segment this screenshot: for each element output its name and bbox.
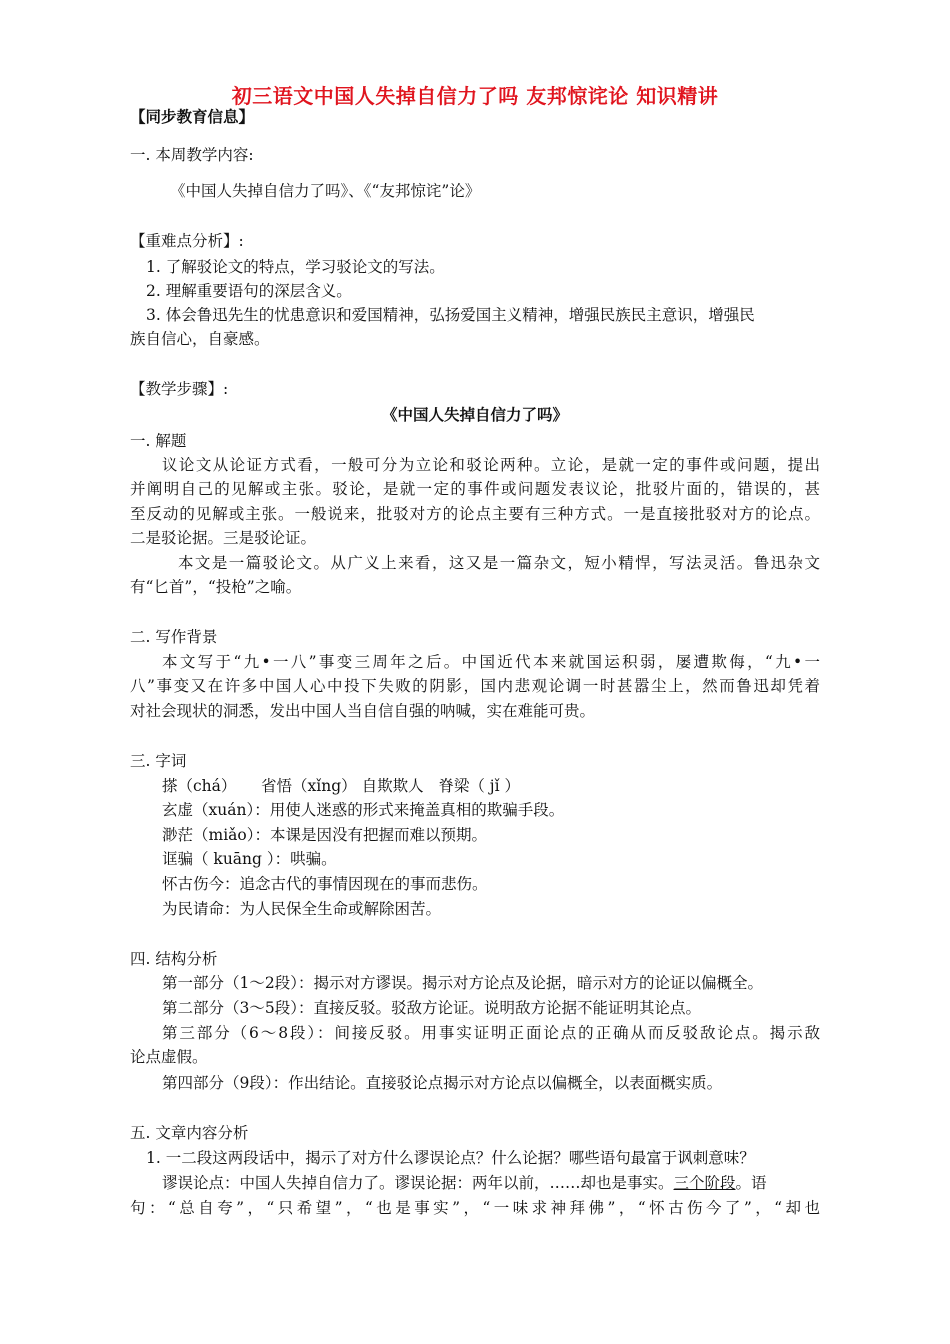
structure-line-2: 第二部分（3～5段）：直接反驳。驳敌方论证。说明敌方论据不能证明其论点。 xyxy=(162,999,701,1017)
key-point-3: 3. 体会鲁迅先生的忧患意识和爱国精神，弘扬爱国主义精神，增强民族民主意识，增强民 xyxy=(146,306,755,324)
answer-1-tail: 。语 xyxy=(735,1174,767,1192)
jieti-line-2: 并阐明自己的见解或主张。驳论，是就一定的事件或问题发表议论，批驳片面的，错误的，甚 xyxy=(130,480,820,498)
structure-heading: 四. 结构分析 xyxy=(130,950,218,968)
key-point-1: 1. 了解驳论文的特点，学习驳论文的写法。 xyxy=(146,258,445,276)
structure-line-4: 论点虚假。 xyxy=(130,1048,208,1066)
background-line-2: 八”事变又在许多中国人心中投下失败的阴影，国内悲观论调一时甚嚣尘上，然而鲁迅却凭着 xyxy=(130,677,820,695)
words-line-5: 怀古伤今：追念古代的事情因现在的事而悲伤。 xyxy=(162,875,488,893)
words-line-6: 为民请命：为人民保全生命或解除困苦。 xyxy=(162,900,442,918)
key-point-2: 2. 理解重要语句的深层含义。 xyxy=(146,282,352,300)
background-line-3: 对社会现状的洞悉，发出中国人当自信自强的呐喊，实在难能可贵。 xyxy=(130,702,596,720)
structure-line-3: 第三部分（6～8段）：间接反驳。用事实证明正面论点的正确从而反驳敌论点。揭示敌 xyxy=(162,1024,820,1042)
answer-1-line-1 xyxy=(162,1172,767,1194)
words-line-3: 渺茫（miǎo）：本课是因没有把握而难以预期。 xyxy=(162,826,487,844)
jieti-line-3: 至反动的见解或主张。一般说来，批驳对方的论点主要有三种方式。一是直接批驳对方的论点。 xyxy=(130,505,820,523)
steps-heading: 【教学步骤】: xyxy=(130,380,229,398)
background-heading: 二. 写作背景 xyxy=(130,628,218,646)
sync-info-heading: 【同步教育信息】 xyxy=(130,107,255,126)
words-line-4: 诓骗（ kuāng ）：哄骗。 xyxy=(162,850,337,868)
answer-1-line-2: 句：“总自夸”，“只希望”，“也是事实”，“一味求神拜佛”，“怀古伤今了”，“却也 xyxy=(130,1199,820,1217)
underlined-phrase: 三个阶段 xyxy=(673,1174,736,1192)
jieti-line-5: 本文是一篇驳论文。从广义上来看，这又是一篇杂文，短小精悍，写法灵活。鲁迅杂文 xyxy=(178,554,820,572)
jieti-line-4: 二是驳论据。三是驳论证。 xyxy=(130,529,317,547)
key-point-3-cont: 族自信心，自豪感。 xyxy=(130,330,270,348)
structure-line-1: 第一部分（1～2段）：揭示对方谬误。揭示对方论点及论据，暗示对方的论证以偏概全。 xyxy=(162,974,763,992)
jieti-line-1: 议论文从论证方式看，一般可分为立论和驳论两种。立论，是就一定的事件或问题，提出 xyxy=(162,456,820,474)
answer-1-text: 谬误论点：中国人失掉自信力了。谬误论据：两年以前，……却也是事实。 xyxy=(162,1174,674,1192)
jieti-line-6: 有“匕首”，“投枪”之喻。 xyxy=(130,578,302,596)
article-title: 《中国人失掉自信力了吗》 xyxy=(381,405,568,424)
document-title: 初三语文中国人失掉自信力了吗 友邦惊诧论 知识精讲 xyxy=(231,84,719,108)
background-line-1: 本文写于“九•一八”事变三周年之后。中国近代本来就国运积弱，屡遭欺侮，“九•一 xyxy=(162,653,820,671)
key-points-heading: 【重难点分析】: xyxy=(130,232,244,250)
section-1-heading: 一. 本周教学内容: xyxy=(130,146,254,164)
words-heading: 三. 字词 xyxy=(130,752,187,770)
content-analysis-heading: 五. 文章内容分析 xyxy=(130,1124,249,1142)
jieti-heading: 一. 解题 xyxy=(130,432,187,450)
structure-line-5: 第四部分（9段）：作出结论。直接驳论点揭示对方论点以偏概全，以表面概实质。 xyxy=(162,1074,723,1092)
words-line-1: 搽（chá） 省悟（xǐng） 自欺欺人 脊梁（ jǐ ） xyxy=(162,777,520,795)
words-line-2: 玄虚（xuán）：用使人迷惑的形式来掩盖真相的欺骗手段。 xyxy=(162,801,565,819)
section-1-content: 《中国人失掉自信力了吗》、《“友邦惊诧”论》 xyxy=(170,182,481,200)
question-1: 1. 一二段这两段话中，揭示了对方什么谬误论点？什么论据？哪些语句最富于讽刺意味？ xyxy=(146,1149,755,1167)
